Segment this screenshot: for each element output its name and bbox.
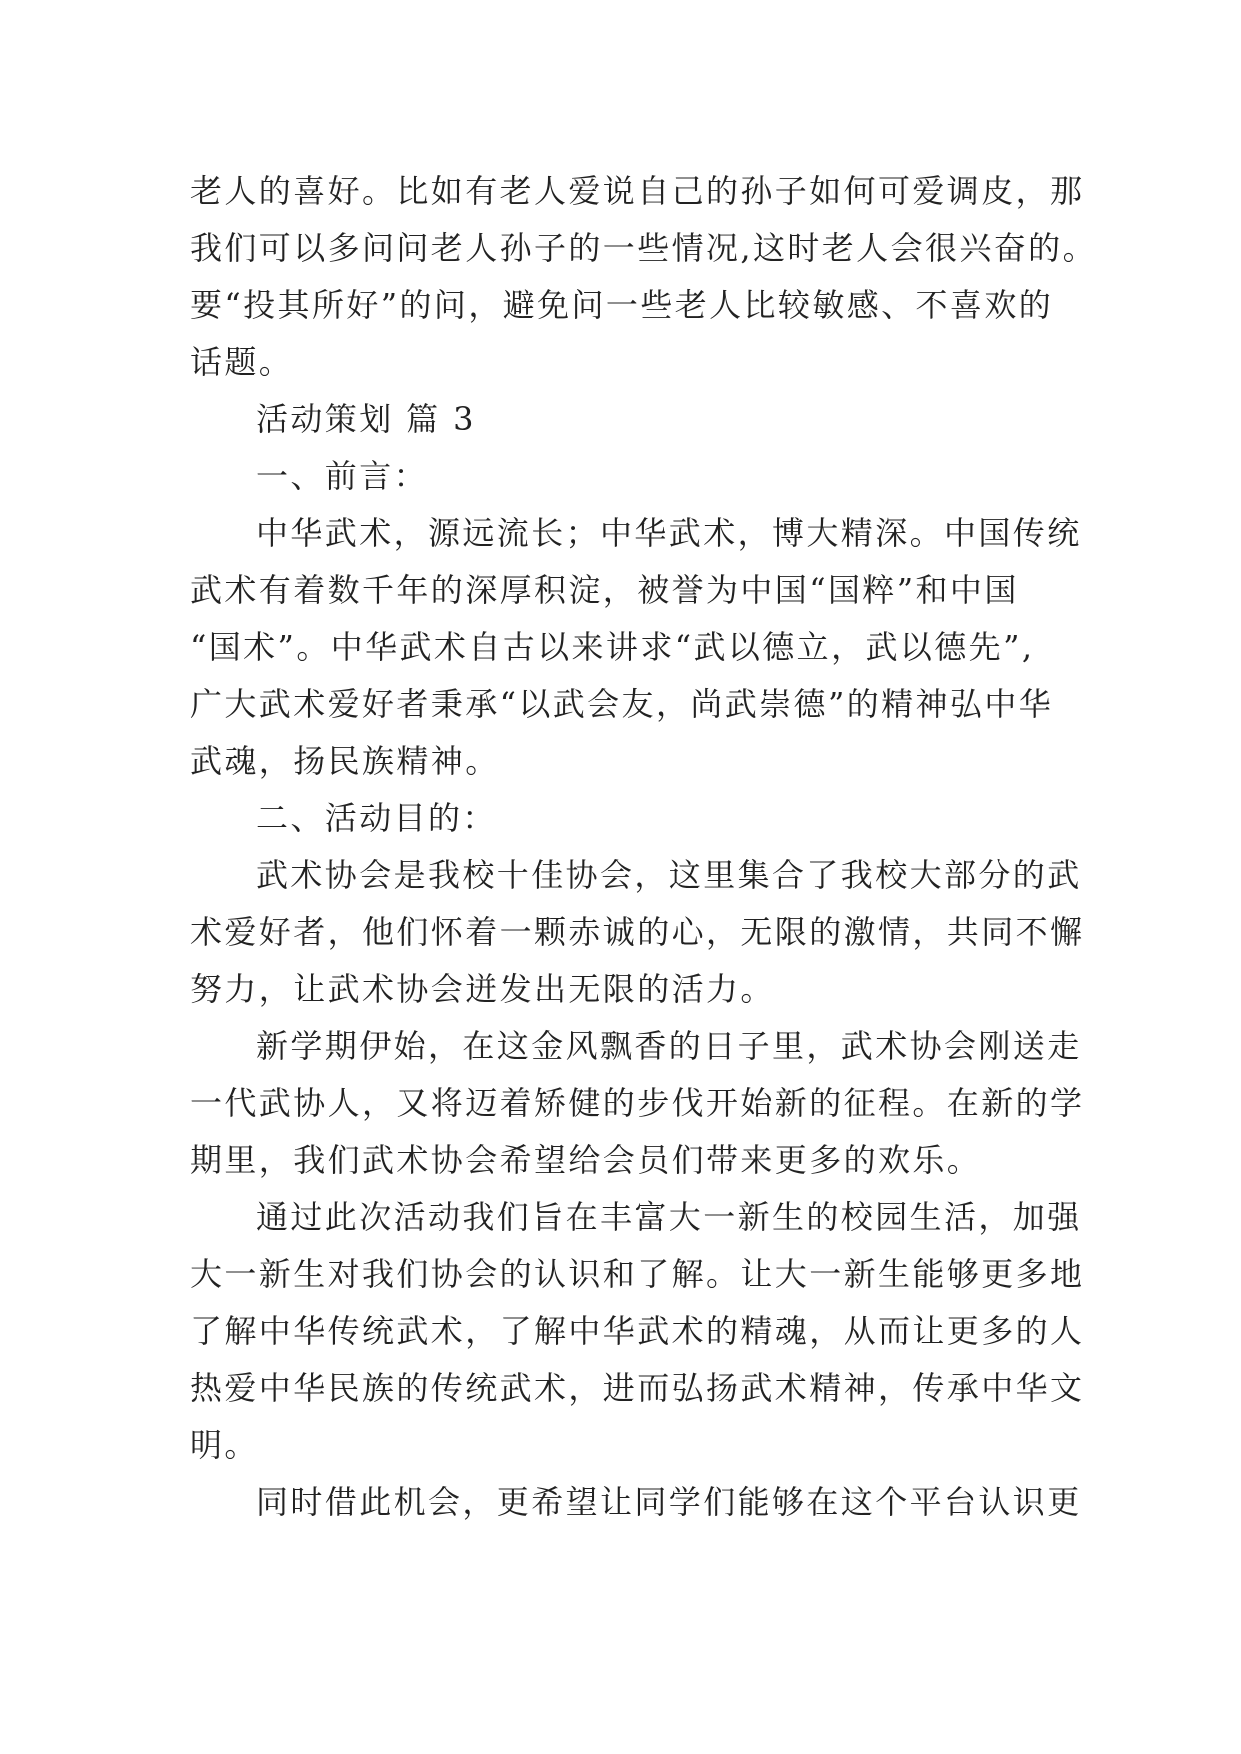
heading-activity-purpose bbox=[190, 790, 1070, 847]
text-line: 一代武协人，又将迈着矫健的步伐开始新的征程。在新的学 bbox=[190, 1084, 1085, 1122]
heading-preface bbox=[190, 448, 1070, 505]
text-line: 老人的喜好。比如有老人爱说自己的孙子如何可爱调皮，那 bbox=[190, 172, 1085, 210]
text-line: 同时借此机会，更希望让同学们能够在这个平台认识更 bbox=[256, 1483, 1082, 1521]
text-line: 武魂，扬民族精神。 bbox=[190, 742, 500, 780]
text-line: 新学期伊始，在这金风飘香的日子里，武术协会刚送走 bbox=[256, 1027, 1082, 1065]
text-line: 广大武术爱好者秉承“以武会友，尚武崇德”的精神弘中华 bbox=[190, 685, 1054, 723]
text-line: 中华武术，源远流长；中华武术，博大精深。中国传统 bbox=[256, 514, 1082, 552]
text-line: 期里，我们武术协会希望给会员们带来更多的欢乐。 bbox=[190, 1141, 982, 1179]
text-line: 武术协会是我校十佳协会，这里集合了我校大部分的武 bbox=[256, 856, 1082, 894]
text-line: 术爱好者，他们怀着一颗赤诚的心，无限的激情，共同不懈 bbox=[190, 913, 1085, 951]
text-line: 二、活动目的： bbox=[256, 799, 497, 837]
paragraph-opportunity bbox=[190, 1474, 1082, 1531]
text-line: 武术有着数千年的深厚积淀，被誉为中国“国粹”和中国 bbox=[190, 571, 1019, 609]
text-line: 通过此次活动我们旨在丰富大一新生的校园生活，加强 bbox=[256, 1198, 1082, 1236]
paragraph-martial-arts-intro bbox=[190, 505, 1082, 790]
text-line: 要“投其所好”的问，避免问一些老人比较敏感、不喜欢的 bbox=[190, 286, 1054, 324]
paragraph-activity-goal bbox=[190, 1189, 1085, 1474]
paragraph-new-semester bbox=[190, 1018, 1085, 1189]
text-line: 话题。 bbox=[190, 343, 294, 381]
section-title bbox=[190, 391, 1070, 448]
text-line: “国术”。中华武术自古以来讲求“武以德立，武以德先”, bbox=[190, 628, 1035, 666]
text-line: 热爱中华民族的传统武术，进而弘扬武术精神，传承中华文 bbox=[190, 1369, 1085, 1407]
text-line: 了解中华传统武术，了解中华武术的精魂，从而让更多的人 bbox=[190, 1312, 1085, 1350]
text-line: 大一新生对我们协会的认识和了解。让大一新生能够更多地 bbox=[190, 1255, 1085, 1293]
document-body bbox=[190, 163, 1097, 1531]
paragraph-association bbox=[190, 847, 1085, 1018]
text-line: 活动策划 篇 3 bbox=[256, 400, 476, 438]
paragraph-elder-interests bbox=[190, 163, 1097, 391]
text-line: 努力，让武术协会迸发出无限的活力。 bbox=[190, 970, 775, 1008]
text-line: 一、前言： bbox=[256, 457, 429, 495]
text-line: 明。 bbox=[190, 1426, 259, 1464]
text-line: 我们可以多问问老人孙子的一些情况,这时老人会很兴奋的。 bbox=[190, 229, 1097, 267]
